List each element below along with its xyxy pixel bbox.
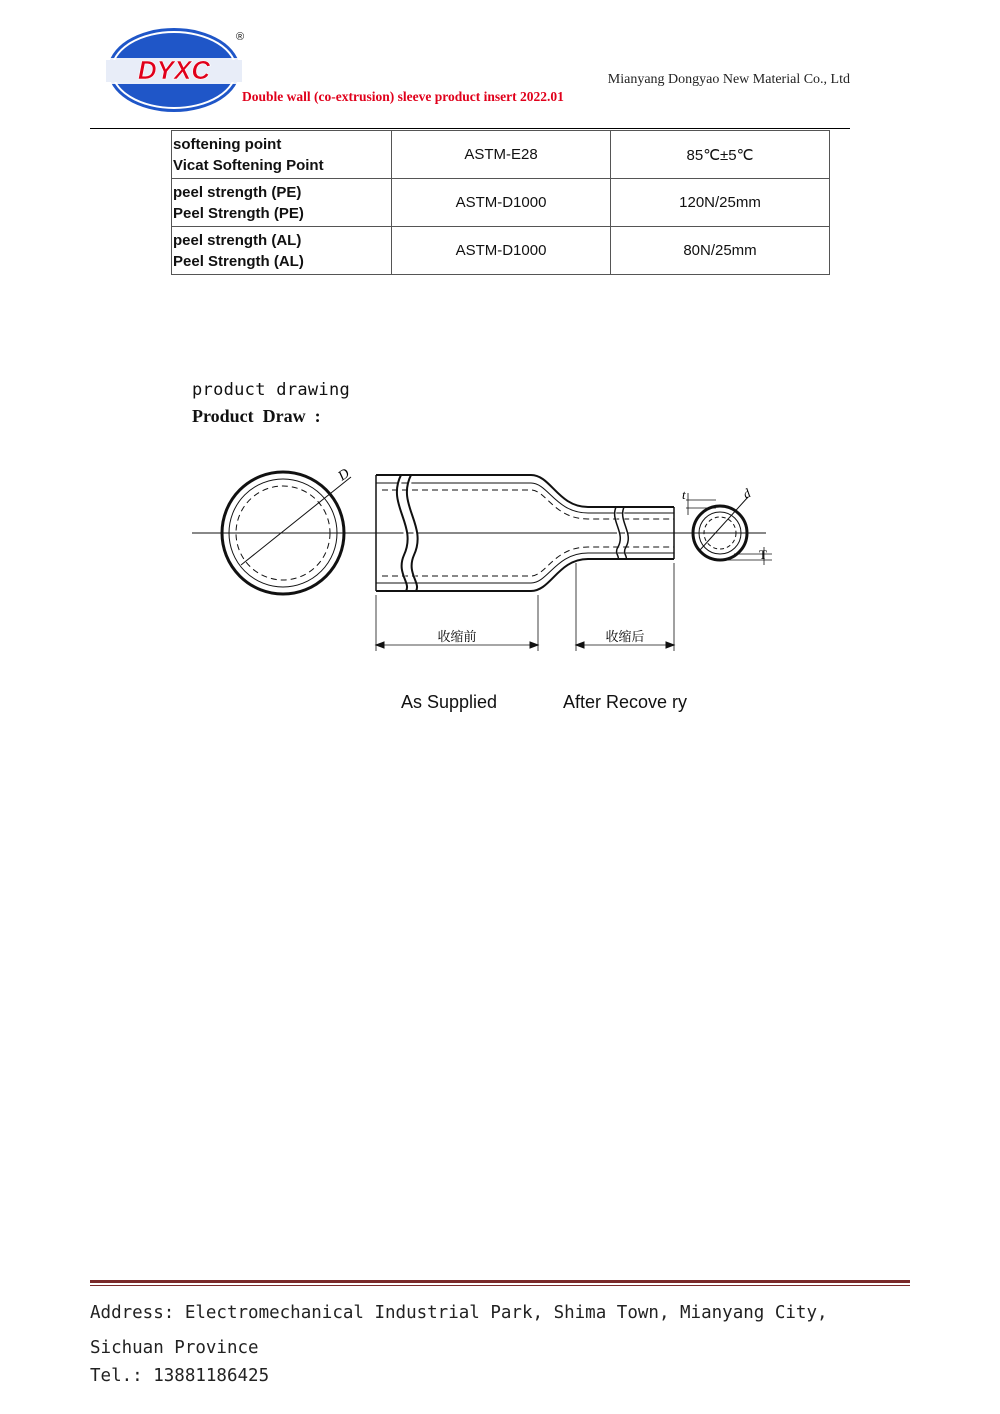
test-method-cell: ASTM-D1000 [392,227,611,275]
footer-divider-thin [90,1285,910,1286]
dim-T-label: T [759,547,767,562]
dim-t-label: t [682,487,686,502]
as-supplied-cross-section [222,466,353,594]
value-cell: 120N/25mm [611,179,830,227]
dyxc-logo [104,24,244,116]
property-name-cell [172,131,392,179]
value-cell: 80N/25mm [611,227,830,275]
property-name-cn: softening point [173,135,282,153]
registered-mark: ® [236,31,244,43]
dim-D-label: D [335,466,353,485]
table-row [172,179,830,227]
dim-d-label: d [740,485,754,502]
property-name-cell [172,179,392,227]
after-shrink-label: 收缩后 [605,630,645,645]
test-method-cell: ASTM-E28 [392,131,611,179]
document-title: Double wall (co-extrusion) sleeve product insert 2022.01 [242,89,564,104]
logo-wordmark: DYXC [137,55,211,85]
property-name-en: Peel Strength (AL) [173,252,304,270]
table-row [172,227,830,275]
footer-divider-thick [90,1280,910,1283]
test-method-cell: ASTM-D1000 [392,179,611,227]
footer-address: Address: Electromechanical Industrial Park, Shima Town, Mianyang City, Sichuan Province [90,1303,828,1358]
company-name: Mianyang Dongyao New Material Co., Ltd [607,72,850,87]
before-shrink-label: 收缩前 [437,630,477,645]
drawing-label-en: Product Draw : [192,406,321,426]
drawing-label: product drawing [192,380,351,400]
header-divider [90,128,850,129]
property-name-en: Vicat Softening Point [173,156,324,174]
caption-as-supplied: As Supplied [401,692,498,712]
product-drawing [186,455,786,665]
caption-after-recovery: After Recove ry [563,692,688,712]
property-name-en: Peel Strength (PE) [173,204,304,222]
property-name-cn: peel strength (AL) [173,231,302,249]
table-row [172,131,830,179]
property-name-cell [172,227,392,275]
footer-tel: Tel.: 13881186425 [90,1366,270,1386]
property-name-cn: peel strength (PE) [173,183,302,201]
spec-table [171,130,830,275]
value-cell: 85℃±5℃ [611,131,830,179]
